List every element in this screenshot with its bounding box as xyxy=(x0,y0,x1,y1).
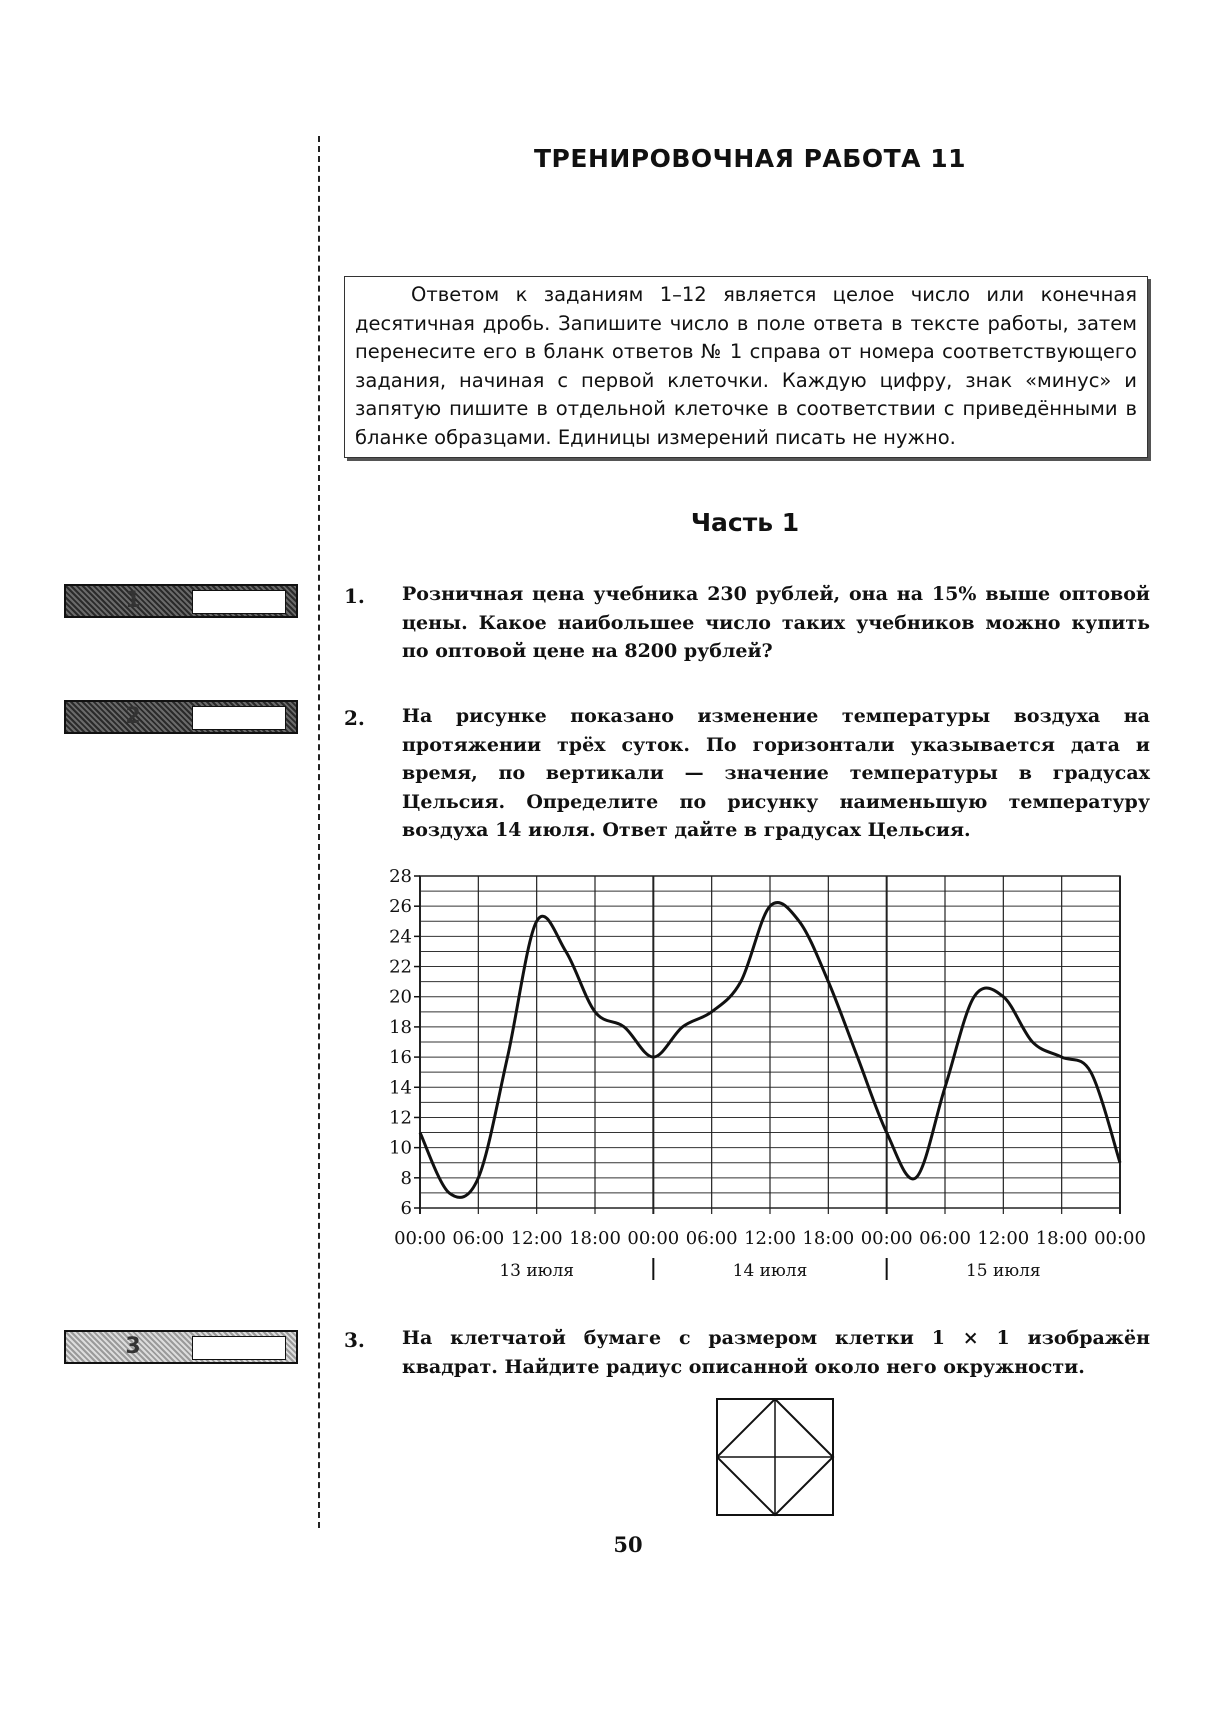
x-tick-label: 00:00 xyxy=(627,1228,680,1249)
x-tick-label: 00:00 xyxy=(1094,1228,1146,1249)
page-title: ТРЕНИРОВОЧНАЯ РАБОТА 11 xyxy=(534,144,966,173)
page-number: 50 xyxy=(613,1532,643,1557)
y-tick-label: 22 xyxy=(389,956,412,978)
x-tick-label: 18:00 xyxy=(802,1228,855,1249)
answer-field-label: 3 xyxy=(125,1334,141,1359)
answer-field-2 xyxy=(64,700,298,734)
task-number-2: 2. xyxy=(344,706,365,730)
date-labels xyxy=(499,1258,1040,1281)
x-tick-label: 18:00 xyxy=(1035,1228,1088,1249)
y-tick-label: 10 xyxy=(389,1137,412,1159)
answer-field-label: 1 xyxy=(125,588,141,613)
y-tick-label: 26 xyxy=(389,896,412,918)
x-tick-label: 06:00 xyxy=(452,1228,505,1249)
y-tick-label: 12 xyxy=(389,1107,412,1129)
answer-field-label: 2 xyxy=(125,704,141,729)
grid-square-figure xyxy=(716,1398,838,1520)
answer-field-1 xyxy=(64,584,298,618)
part-heading: Часть 1 xyxy=(690,508,800,537)
date-label: 13 июля xyxy=(499,1261,575,1281)
date-label: 14 июля xyxy=(732,1261,808,1281)
x-tick-label: 18:00 xyxy=(569,1228,621,1249)
task-number-1: 1. xyxy=(344,584,365,608)
cut-line xyxy=(318,136,320,1528)
x-tick-label: 06:00 xyxy=(919,1228,971,1249)
y-tick-label: 6 xyxy=(400,1198,412,1219)
task-text-2: На рисунке показано изменение температуры воздуха на протяжении трёх суток. По горизонтали указывается дата и время, по вертикали — значение температуры в градусах Цельсия. Определите по рисунку наименьшую температуру воздуха 14 июля. Ответ дайте в градусах Цельсия. xyxy=(402,705,1150,841)
y-tick-label: 18 xyxy=(389,1016,412,1038)
answer-field-3 xyxy=(64,1330,298,1364)
answer-input-2[interactable] xyxy=(192,706,286,730)
x-tick-label: 12:00 xyxy=(510,1228,563,1249)
x-tick-label: 12:00 xyxy=(977,1228,1030,1249)
y-axis-ticks xyxy=(389,866,420,1219)
chart-grid xyxy=(420,876,1120,1214)
task-number-3: 3. xyxy=(344,1328,365,1352)
y-tick-label: 24 xyxy=(389,926,412,948)
temperature-chart xyxy=(380,866,1160,1286)
task-text-1: Розничная цена учебника 230 рублей, она на 15% выше оптовой цены. Какое наибольшее число таких учебников можно купить по оптовой цене на 8200 рублей? xyxy=(402,583,1150,662)
y-tick-label: 28 xyxy=(389,866,412,887)
x-tick-label: 00:00 xyxy=(860,1228,913,1249)
date-label: 15 июля xyxy=(965,1261,1041,1281)
y-tick-label: 20 xyxy=(389,986,412,1008)
y-tick-label: 16 xyxy=(389,1047,412,1069)
x-tick-label: 00:00 xyxy=(394,1228,446,1249)
instruction-box: Ответом к заданиям 1–12 является целое число или конечная десятичная дробь. Запишите число в поле ответа в тексте работы, затем перенесите его в бланк ответов № 1 справа от номера соответствующего задания, начиная с первой клеточки. Каждую цифру, знак «минус» и запятую пишите в отдельной клеточке в соответствии с приведёнными в бланке образцами. Единицы измерений писать не нужно. xyxy=(344,276,1148,458)
x-axis-ticks xyxy=(394,1228,1146,1249)
x-tick-label: 06:00 xyxy=(685,1228,738,1249)
answer-input-3[interactable] xyxy=(192,1336,286,1360)
y-tick-label: 8 xyxy=(400,1167,412,1189)
task-text-3: На клетчатой бумаге с размером клетки 1 × 1 изображён квадрат. Найдите радиус описанной около него окружности. xyxy=(402,1327,1150,1378)
x-tick-label: 12:00 xyxy=(744,1228,796,1249)
y-tick-label: 14 xyxy=(389,1077,412,1099)
answer-input-1[interactable] xyxy=(192,590,286,614)
